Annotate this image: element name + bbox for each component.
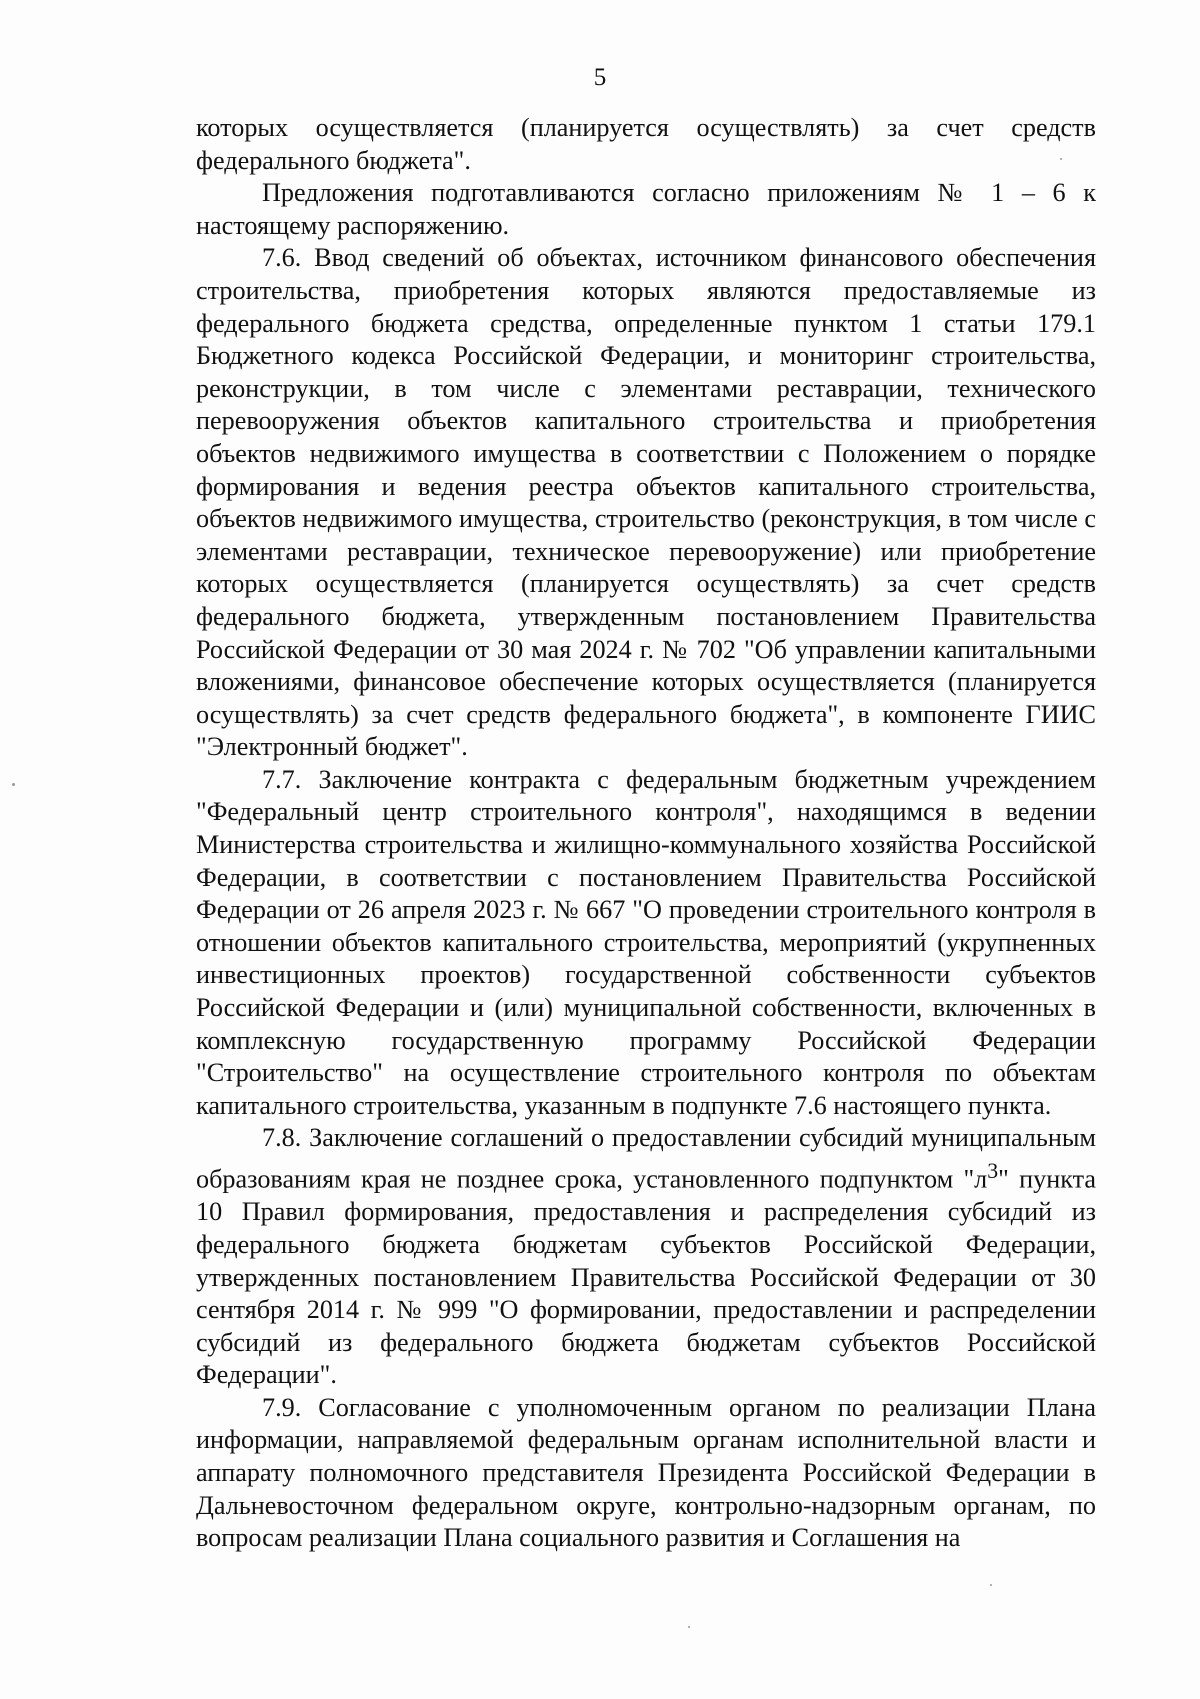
paragraph-7-6: 7.6. Ввод сведений об объектах, источником финансового обеспечения строительства, приобретения которых являются предоставляемые из федерального бюджета средства, определенные пунктом 1 статьи 179.1 Бюджетного кодекса Российской Федерации, и мониторинг строительства, реконструкции, в том числе с элементами реставрации, технического перевооружения объектов капитального строительства и приобретения объектов недвижимого имущества в соответствии с Положением о порядке формирования и ведения реестра объектов капитального строительства, объектов недвижимого имущества, строительство (реконструкция, в том числе с элементами реставрации, техническое перевооружение) или приобретение которых осуществляется (планируется осуществлять) за счет средств федерального бюджета, утвержденным постановлением Правительства Российской Федерации от 30 мая 2024 г. № 702 "Об управлении капитальными вложениями, финансовое обеспечение которых осуществляется (планируется осуществлять) за счет средств федерального бюджета", в компоненте ГИИС "Электронный бюджет".: [196, 243, 1096, 762]
superscript-3: 3: [987, 1159, 999, 1183]
document-body: [196, 112, 1096, 1555]
paragraph-7-7: 7.7. Заключение контракта с федеральным бюджетным учреждением "Федеральный центр строительного контроля", находящимся в ведении Министерства строительства и жилищно-коммунального хозяйства Российской Федерации, в соответствии с постановлением Правительства Российской Федерации от 26 апреля 2023 г. № 667 "О проведении строительного контроля в отношении объектов капитального строительства, мероприятий (укрупненных инвестиционных проектов) государственной собственности субъектов Российской Федерации и (или) муниципальной собственности, включенных в комплексную государственную программу Российской Федерации "Строительство" на осуществление строительного контроля по объектам капитального строительства, указанным в подпункте 7.6 настоящего пункта.: [196, 764, 1096, 1120]
scan-speck: [12, 783, 15, 786]
paragraph-7-9: 7.9. Согласование с уполномоченным органом по реализации Плана информации, направляемой федеральным органам исполнительной власти и аппарату полномочного представителя Президента Российской Федерации в Дальневосточном федеральном округе, контрольно-надзорным органам, по вопросам реализации Плана социального развития и Соглашения на: [196, 1392, 1096, 1553]
page-number: 5: [593, 64, 607, 91]
scan-speck: [990, 1584, 992, 1586]
paragraph-7-8-text-end: " пункта 10 Правил формирования, предоставления и распределения субсидий из федерального бюджета бюджетам субъектов Российской Федерации, утвержденных постановлением Правительства Российской Федерации от 30 сентября 2014 г. № 999 "О формировании, предоставлении и распределении субсидий из федерального бюджета бюджетам субъектов Российской Федерации".: [196, 1164, 1096, 1390]
scan-speck: [688, 1626, 690, 1628]
paragraph-7-8: [196, 1122, 1096, 1391]
paragraph-proposals: Предложения подготавливаются согласно приложениям № 1 – 6 к настоящему распоряжению.: [196, 178, 1096, 240]
scan-speck: [1060, 158, 1062, 160]
paragraph-continuation: которых осуществляется (планируется осуществлять) за счет средств федерального бюджета".: [196, 113, 1096, 175]
paragraph-7-8-text-start: 7.8. Заключение соглашений о предоставлении субсидий муниципальным образованиям края не позднее срока, установленного подпунктом "л: [196, 1123, 1096, 1194]
